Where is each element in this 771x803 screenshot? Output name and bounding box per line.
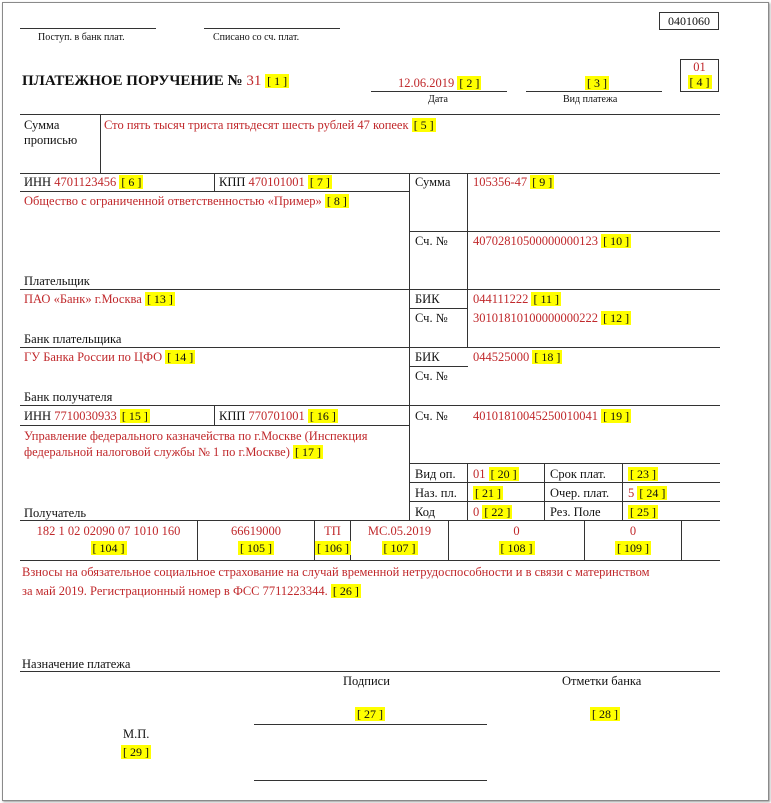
- purpose-code-label: Наз. пл.: [415, 486, 457, 500]
- payee-bank-bik: 044525000 [ 18 ]: [473, 350, 561, 364]
- payment-type-label: Вид платежа: [563, 94, 618, 105]
- deadline-field: [ 23 ]: [630, 467, 656, 481]
- payer-account-label: Сч. №: [415, 234, 448, 248]
- payee-label: Получатель: [24, 506, 87, 520]
- sum-field: 105356-47 [ 9 ]: [473, 175, 553, 189]
- purpose-code: [ 21 ]: [475, 486, 501, 500]
- bank-marks-field: [ 28 ]: [592, 707, 618, 721]
- document-title: ПЛАТЕЖНОЕ ПОРУЧЕНИЕ № 31 [ 1 ]: [22, 73, 288, 89]
- payer-bank-account: 30101810100000000222 [ 12 ]: [473, 311, 630, 325]
- payment-purpose: Взносы на обязательное социальное страхование на случай временной нетрудоспособности и в связи с материнством за май 2019. Регистрационный номер в ФСС 7711223344. [ 26 ]: [22, 565, 650, 598]
- date-field: 12.06.2019 [ 2 ]: [398, 76, 480, 90]
- payee-kpp: КПП 770701001 [ 16 ]: [219, 409, 336, 423]
- op-type: 01 [ 20 ]: [473, 467, 517, 481]
- payer-bank-account-label: Сч. №: [415, 311, 448, 325]
- purpose-label: Назначение платежа: [22, 657, 131, 671]
- budget-basis: ТП [ 106 ]: [317, 524, 349, 555]
- payer-label: Плательщик: [24, 274, 90, 288]
- status-box: [680, 59, 719, 92]
- payee-bank-bik-label: БИК: [415, 350, 440, 364]
- payee-account-label: Сч. №: [415, 409, 448, 423]
- payer-kpp: КПП 470101001 [ 7 ]: [219, 175, 330, 189]
- payer-bank-label: Банк плательщика: [24, 332, 122, 346]
- payee-name: Управление федерального казначейства по г.Москве (Инспекция федеральной налоговой службы № 1 по г.Москве) [ 17 ]: [24, 429, 368, 459]
- priority-label: Очер. плат.: [550, 486, 610, 500]
- budget-oktmo: 66619000 [ 105 ]: [231, 524, 281, 555]
- payer-bank-name: ПАО «Банк» г.Москва [ 13 ]: [24, 292, 173, 306]
- budget-kbk: 182 1 02 02090 07 1010 160 [ 104 ]: [36, 524, 181, 555]
- bank-received-label: Поступ. в банк плат.: [38, 32, 125, 43]
- stamp-field: [ 29 ]: [123, 745, 149, 759]
- payee-bank-name: ГУ Банка России по ЦФО [ 14 ]: [24, 350, 194, 364]
- form-code: 0401060: [668, 14, 710, 28]
- payer-name: Общество с ограниченной ответственностью «Пример» [ 8 ]: [24, 194, 347, 208]
- budget-doc-date: 0 [ 109 ]: [617, 524, 649, 555]
- form-code-box: [659, 12, 719, 30]
- payee-bank-account-label: Сч. №: [415, 369, 448, 383]
- signatures-label: Подписи: [343, 674, 390, 688]
- reserve-label: Рез. Поле: [550, 505, 601, 519]
- payer-bank-bik-label: БИК: [415, 292, 440, 306]
- sum-label: Сумма: [415, 175, 451, 189]
- code-field: 0 [ 22 ]: [473, 505, 511, 519]
- payee-inn: ИНН 7710030933 [ 15 ]: [24, 409, 148, 423]
- document-number: 31: [246, 73, 262, 89]
- number-tag: [ 1 ]: [267, 74, 288, 88]
- payer-bank-bik: 044111222 [ 11 ]: [473, 292, 559, 306]
- payer-inn: ИНН 4701123456 [ 6 ]: [24, 175, 142, 189]
- priority-field: 5 [ 24 ]: [628, 486, 666, 500]
- amount-words: Сто пять тысяч триста пятьдесят шесть рублей 47 копеек [ 5 ]: [104, 118, 434, 132]
- date-label: Дата: [428, 94, 448, 105]
- payment-type-field: [ 3 ]: [587, 76, 607, 90]
- op-type-label: Вид оп.: [415, 467, 456, 481]
- reserve-field: [ 25 ]: [630, 505, 656, 519]
- stamp-label: М.П.: [123, 727, 150, 741]
- payee-account: 40101810045250010041 [ 19 ]: [473, 409, 630, 423]
- status-value: 01: [693, 60, 706, 74]
- budget-doc-number: 0 [ 108 ]: [500, 524, 533, 555]
- debited-label: Списано со сч. плат.: [213, 32, 300, 43]
- deadline-label: Срок плат.: [550, 467, 606, 481]
- code-label: Код: [415, 505, 435, 519]
- payer-account: 40702810500000000123 [ 10 ]: [473, 234, 630, 248]
- payee-bank-label: Банк получателя: [24, 390, 113, 404]
- status-tag: [ 4 ]: [689, 75, 710, 89]
- bank-marks-label: Отметки банка: [562, 674, 642, 688]
- budget-period: МС.05.2019 [ 107 ]: [367, 524, 432, 555]
- amount-words-label: Сумма прописью: [24, 118, 78, 147]
- signature-field: [ 27 ]: [357, 707, 383, 721]
